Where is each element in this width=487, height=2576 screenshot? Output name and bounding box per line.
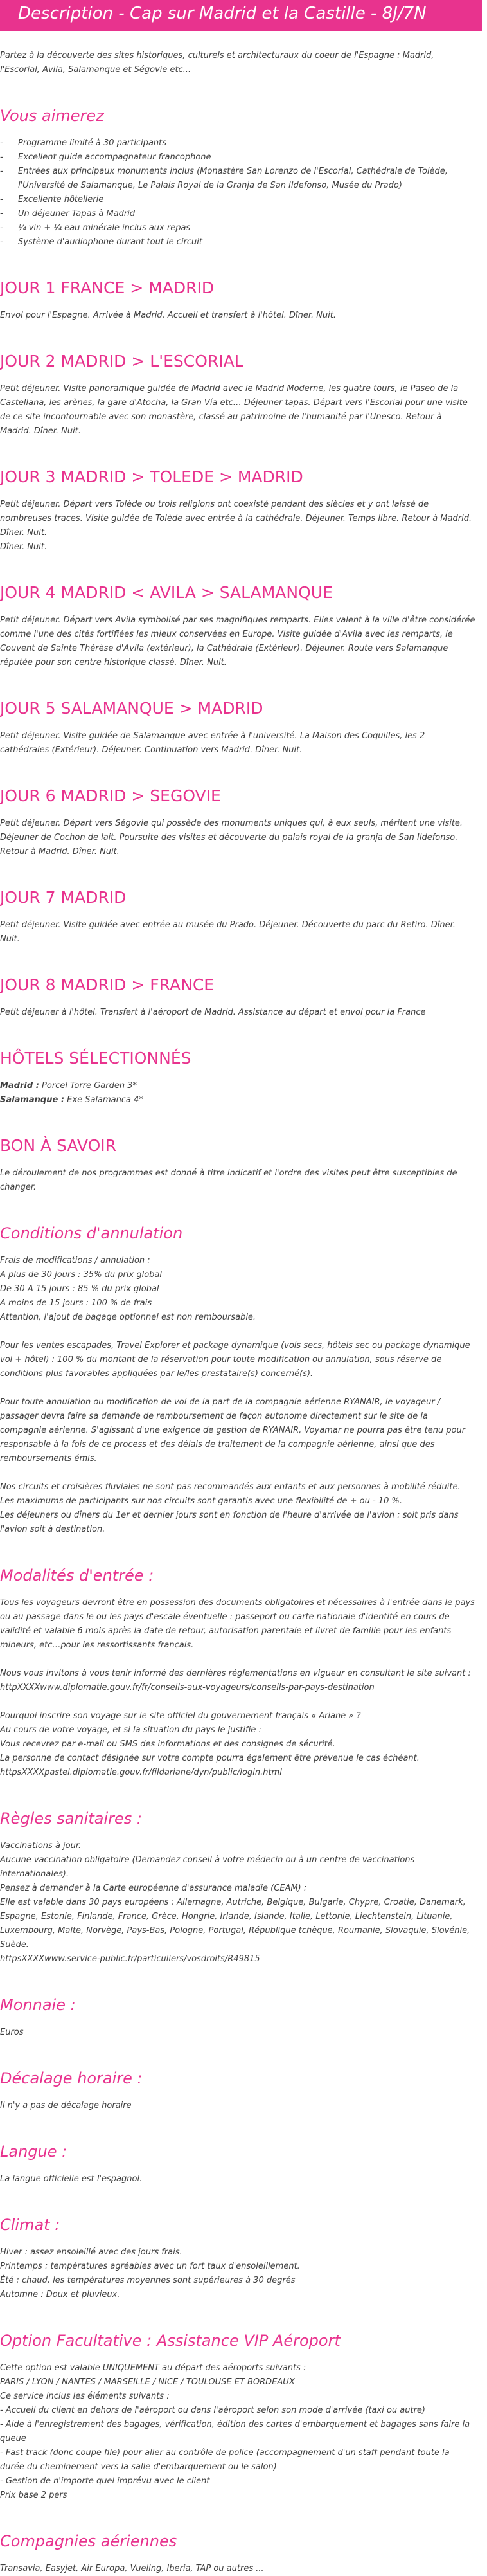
conditions-line: A plus de 30 jours : 35% du prix global xyxy=(0,1270,162,1280)
modalites-paragraph: Tous les voyageurs devront être en possession des documents obligatoires et nécessaires à l'entrée dans le pays ou au passage dans le ou les pays d'escale éventuelle : passeport ou carte nationale d'identité en cours de validité et valable 6 mois après la date de retour, autorisation parentale et livret de famille pour les enfants mineurs, etc…pour les ressortissants français. xyxy=(0,1598,475,1650)
hotel-salamanque xyxy=(0,1093,475,1107)
day-title: JOUR 4 MADRID < AVILA > SALAMANQUE xyxy=(0,583,333,602)
day-text: Petit déjeuner. Départ vers Avila symbolisé par ses magnifiques remparts. Elles valent à la ville d'être considérée comme l'une des cités fortifiées les mieux conservées en Europe. Visite guidée d'Avila avec les remparts, le Couvent de Sainte Thérèse d'Avila (extérieur), la Cathédrale (Extérieur). Déjeuner. Route vers Salamanque réputée pour son centre historique classé. Dîner. Nuit. xyxy=(0,615,475,667)
monnaie-text: Euros xyxy=(0,2027,24,2037)
sanitaires-link: httpsXXXXwww.service-public.fr/particuliers/vosdroits/R49815 xyxy=(0,1954,260,1964)
day-text: Petit déjeuner. Départ vers Tolède ou trois religions ont coexisté pendant des siècles et y ont laissé de nombreuses traces. Visite guidée de Tolède avec entrée à la cathédrale. Déjeuner. Temps libre. Retour à Madrid. Dîner. Nuit. xyxy=(0,500,472,538)
list-item: - Programme limité à 30 participants xyxy=(0,136,475,150)
climat-line: Été : chaud, les températures moyennes sont supérieures à 30 degrés xyxy=(0,2276,296,2285)
list-item: - Excellent guide accompagnateur francophone xyxy=(0,150,475,165)
modalites-line: Vous recevrez par e-mail ou SMS des informations et des consignes de sécurité. xyxy=(0,1739,335,1749)
day-title: JOUR 8 MADRID > FRANCE xyxy=(0,975,215,994)
langue-text: La langue officielle est l'espagnol. xyxy=(0,2174,143,2184)
vip-line: Prix base 2 pers xyxy=(0,2490,67,2500)
section-title-decalage: Décalage horaire : xyxy=(0,2069,143,2087)
day-title: JOUR 7 MADRID xyxy=(0,888,127,907)
day-text: Petit déjeuner. Départ vers Ségovie qui possède des monuments uniques qui, à eux seuls, méritent une visite. Déjeuner de Cochon de lait. Poursuite des visites et découverte du palais royal de la granja de San Ildefonso. Retour à Madrid. Dîner. Nuit. xyxy=(0,819,463,857)
section-title-conditions: Conditions d'annulation xyxy=(0,1224,183,1242)
conditions-paragraph: Pour toute annulation ou modification de vol de la part de la compagnie aérienne RYANAIR, le voyageur / passager devra faire sa demande de remboursement de façon autonome directement sur le site de la compagnie aérienne. S'agissant d'une exigence de gestion de RYANAIR, Voyamar ne pourra pas être tenu pour responsable à la fois de ce process et des délais de traitement de la compagnie aérienne, ainsi que des remboursements émis. xyxy=(0,1397,466,1464)
sanitaires-line: Aucune vaccination obligatoire (Demandez conseil à votre médecin ou à un centre de vaccinations internationales). xyxy=(0,1855,415,1879)
sanitaires-line: Pensez à demander à la Carte européenne d'assurance maladie (CEAM) : xyxy=(0,1883,307,1893)
intro-text: Partez à la découverte des sites historiques, culturels et architecturaux du coeur de l'Espagne : Madrid, l'Escorial, Avila, Salamanque et Ségovie etc... xyxy=(0,51,434,75)
section-title-vous-aimerez: Vous aimerez xyxy=(0,107,104,125)
conditions-line: Nos circuits et croisières fluviales ne sont pas recommandés aux enfants et aux personnes à mobilité réduite. xyxy=(0,1482,461,1492)
climat-line: Printemps : températures agréables avec un fort taux d'ensoleillement. xyxy=(0,2262,300,2271)
description-content xyxy=(0,31,487,2576)
vip-line: - Aide à l'enregistrement des bagages, vérification, édition des cartes d'embarquement et bagages sans faire la queue xyxy=(0,2420,470,2444)
section-title-sanitaires: Règles sanitaires : xyxy=(0,1810,142,1828)
day-text-extra: Dîner. Nuit. xyxy=(0,542,48,552)
day-text: Envol pour l'Espagne. Arrivée à Madrid. Accueil et transfert à l'hôtel. Dîner. Nuit. xyxy=(0,311,337,320)
section-title-langue: Langue : xyxy=(0,2143,67,2161)
day-text: Petit déjeuner à l'hôtel. Transfert à l'aéroport de Madrid. Assistance au départ et envol pour la France xyxy=(0,1008,426,1017)
day-title: JOUR 6 MADRID > SEGOVIE xyxy=(0,786,221,805)
day-title: JOUR 3 MADRID > TOLEDE > MADRID xyxy=(0,467,303,486)
modalites-paragraph: Nous vous invitons à vous tenir informé des dernières réglementations en vigueur en consultant le site suivant : httpXXXXwww.diplomatie.gouv.fr/fr/conseils-aux-voyageurs/conseils-par-pays-destination xyxy=(0,1669,471,1692)
compagnies-text: Transavia, Easyjet, Air Europa, Vueling, Iberia, TAP ou autres ... xyxy=(0,2564,264,2573)
conditions-line: Les maximums de participants sur nos circuits sont garantis avec une flexibilité de + ou - 10 %. xyxy=(0,1496,402,1506)
section-title-monnaie: Monnaie : xyxy=(0,1996,76,2014)
list-item: - Un déjeuner Tapas à Madrid xyxy=(0,207,475,221)
hotel-name: Porcel Torre Garden 3* xyxy=(39,1081,137,1091)
list-item: - ¼ vin + ¼ eau minérale inclus aux repas xyxy=(0,221,475,235)
vip-line: PARIS / LYON / NANTES / MARSEILLE / NICE / TOULOUSE ET BORDEAUX xyxy=(0,2377,295,2387)
list-item: - Système d'audiophone durant tout le circuit xyxy=(0,235,475,249)
climat-line: Hiver : assez ensoleillé avec des jours frais. xyxy=(0,2247,182,2257)
modalites-line: La personne de contact désignée sur votre compte pourra également être prévenue le cas échéant. xyxy=(0,1754,420,1763)
modalites-link: httpsXXXXpastel.diplomatie.gouv.fr/fildariane/dyn/public/login.html xyxy=(0,1768,282,1777)
vip-line: - Gestion de n'importe quel imprévu avec le client xyxy=(0,2476,210,2486)
decalage-text: Il n'y a pas de décalage horaire xyxy=(0,2101,132,2110)
section-title-vip: Option Facultative : Assistance VIP Aéroport xyxy=(0,2332,341,2350)
vip-line: Cette option est valable UNIQUEMENT au départ des aéroports suivants : xyxy=(0,2363,306,2373)
conditions-line: Attention, l'ajout de bagage optionnel est non remboursable. xyxy=(0,1312,256,1322)
section-title-modalites: Modalités d'entrée : xyxy=(0,1566,154,1584)
day-title: JOUR 1 FRANCE > MADRID xyxy=(0,278,215,297)
hotel-city-label: Madrid : xyxy=(0,1081,39,1091)
list-item: - Excellente hôtellerie xyxy=(0,193,475,207)
hotel-city-label: Salamanque : xyxy=(0,1095,65,1105)
sanitaires-line: Vaccinations à jour. xyxy=(0,1841,82,1851)
highlights-list xyxy=(0,136,475,249)
hotel-madrid xyxy=(0,1079,475,1093)
day-text: Petit déjeuner. Visite guidée de Salamanque avec entrée à l'université. La Maison des Coquilles, les 2 cathédrales (Extérieur). Déjeuner. Continuation vers Madrid. Dîner. Nuit. xyxy=(0,731,425,755)
climat-line: Automne : Doux et pluvieux. xyxy=(0,2290,120,2299)
bon-a-savoir-text: Le déroulement de nos programmes est donné à titre indicatif et l'ordre des visites peut être susceptibles de changer. xyxy=(0,1168,457,1192)
conditions-line: Les déjeuners ou dîners du 1er et dernier jours sont en fonction de l'heure d'arrivée de l'avion : soit pris dans l'avion soit à destination. xyxy=(0,1510,459,1534)
modalites-line: Au cours de votre voyage, et si la situation du pays le justifie : xyxy=(0,1725,261,1735)
section-title-hotels: HÔTELS SÉLECTIONNÉS xyxy=(0,1049,191,1067)
section-title-climat: Climat : xyxy=(0,2216,60,2234)
day-title: JOUR 2 MADRID > L'ESCORIAL xyxy=(0,352,244,370)
day-text: Petit déjeuner. Visite panoramique guidée de Madrid avec le Madrid Moderne, les quatre tours, le Paseo de la Castellana, les arènes, la gare d'Atocha, la Gran Vía etc… Déjeuner tapas. Départ vers l'Escorial pour une visite de ce site incontournable avec son monastère, classé au patrimoine de l'humanité par l'Unesco. Retour à Madrid. Dîner. Nuit. xyxy=(0,384,468,436)
day-title: JOUR 5 SALAMANQUE > MADRID xyxy=(0,699,263,718)
day-text: Petit déjeuner. Visite guidée avec entrée au musée du Prado. Déjeuner. Découverte du parc du Retiro. Dîner. Nuit. xyxy=(0,920,456,944)
vip-line: Ce service inclus les éléments suivants : xyxy=(0,2391,170,2401)
section-title-bon-a-savoir: BON À SAVOIR xyxy=(0,1136,117,1155)
vip-line: - Fast track (donc coupe file) pour aller au contrôle de police (accompagnement d'un staff pendant toute la durée du cheminement vers la salle d'embarquement ou le salon) xyxy=(0,2448,450,2472)
section-title-compagnies: Compagnies aériennes xyxy=(0,2532,177,2550)
conditions-line: A moins de 15 jours : 100 % de frais xyxy=(0,1298,152,1308)
list-item: - Entrées aux principaux monuments inclus (Monastère San Lorenzo de l'Escorial, Cathédrale de Tolède, l'Université de Salamanque, Le Palais Royal de la Granja de San Ildefonso, Musée du Prado) xyxy=(0,165,475,193)
conditions-line: Frais de modifications / annulation : xyxy=(0,1256,150,1265)
page-title-banner: Description - Cap sur Madrid et la Castille - 8J/7N xyxy=(0,0,482,31)
modalites-line: Pourquoi inscrire son voyage sur le site officiel du gouvernement français « Ariane » ? xyxy=(0,1711,361,1721)
conditions-line: De 30 A 15 jours : 85 % du prix global xyxy=(0,1284,159,1294)
sanitaires-line: Elle est valable dans 30 pays européens : Allemagne, Autriche, Belgique, Bulgarie, Chypre, Croatie, Danemark, Espagne, Estonie, Finlande, France, Grèce, Hongrie, Irlande, Islande, Italie, Lettonie, Liechtenstein, Lituanie, Luxembourg, Malte, Norvège, Pays-Bas, Pologne, Portugal, République tchèque, Roumanie, Slovaquie, Slovénie, Suède. xyxy=(0,1898,470,1950)
hotel-name: Exe Salamanca 4* xyxy=(64,1095,143,1105)
vip-line: - Accueil du client en dehors de l'aéroport ou dans l'aéroport selon son mode d'arrivée (taxi ou autre) xyxy=(0,2406,425,2415)
conditions-paragraph: Pour les ventes escapades, Travel Explorer et package dynamique (vols secs, hôtels sec ou package dynamique vol + hôtel) : 100 % du montant de la réservation pour toute modification ou annulation, sous réserve de conditions plus favorables appliquées par le/les prestataire(s) concerné(s). xyxy=(0,1341,470,1379)
